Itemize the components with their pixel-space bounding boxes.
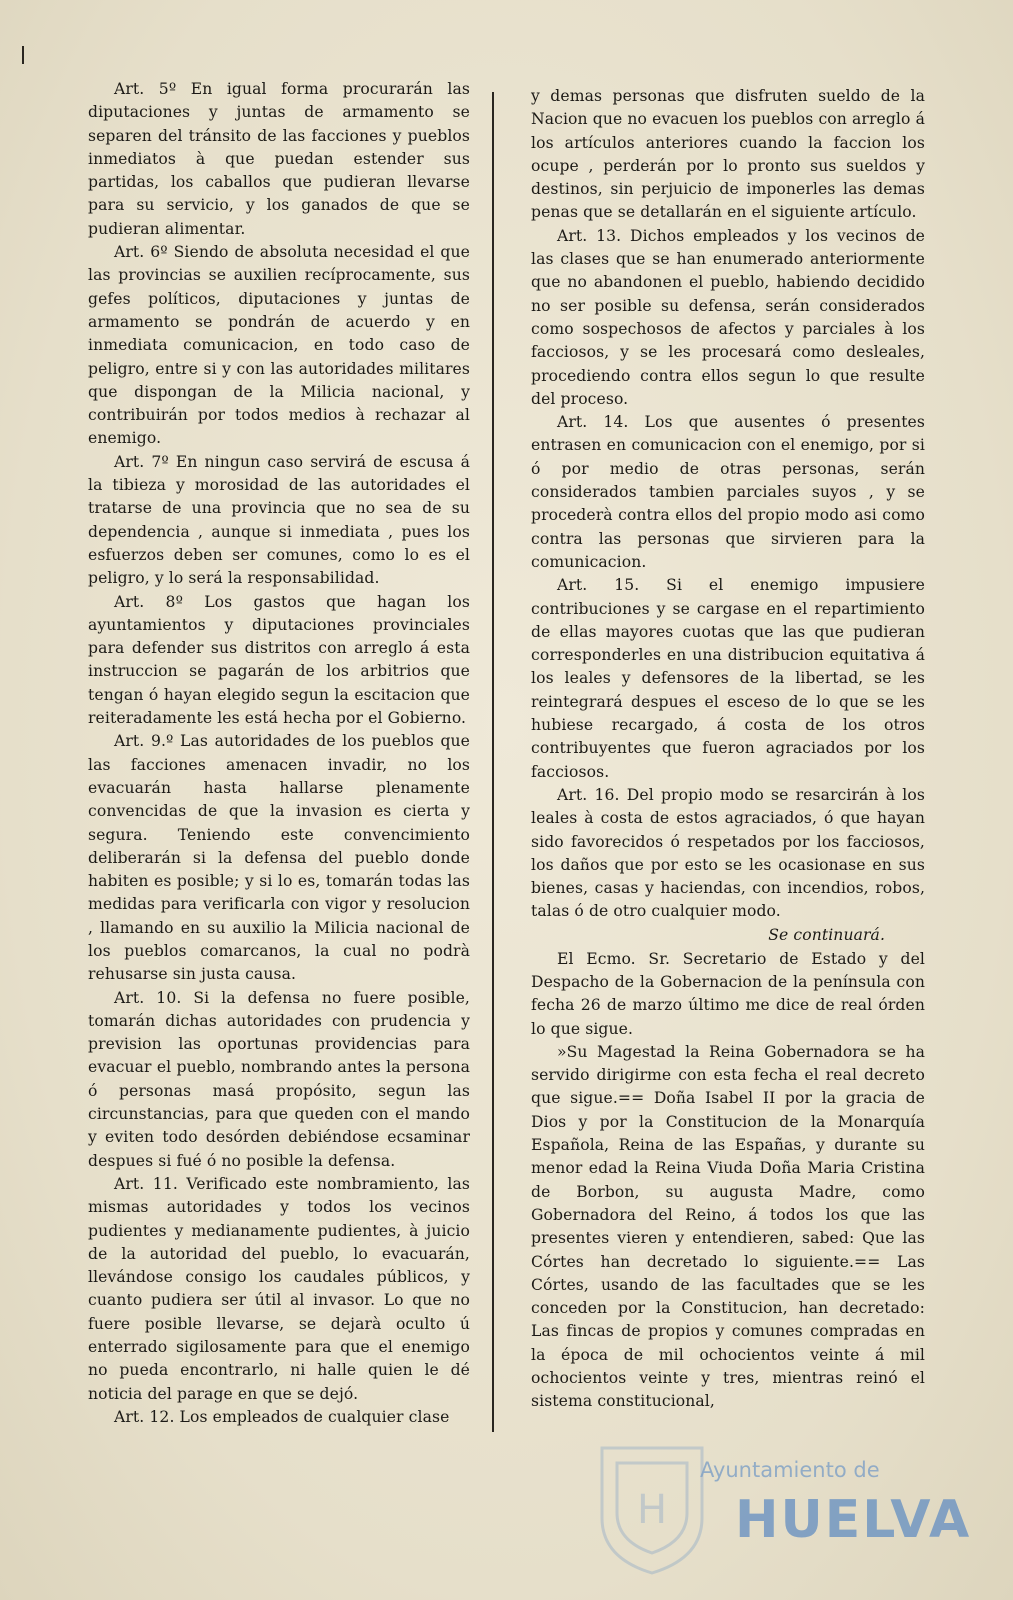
watermark-line2: HUELVA <box>735 1490 972 1550</box>
svg-text:H: H <box>636 1487 668 1533</box>
article-9: Art. 9.º Las autoridades de los pueblos que las facciones amenacen invadir, no los evacuarán hasta hallarse plenamente convencidas de que la invasion es cierta y segura. Teniendo este convencimiento deliberarán si la defensa del pueblo donde habiten es posible; y si lo es, tomarán todas las medidas para verificarla con vigor y resolucion , llamando en su auxilio la Milicia nacional de los pueblos comarcanos, la cual no podrà rehusarse sin justa causa. <box>88 732 470 984</box>
article-8: Art. 8º Los gastos que hagan los ayuntamientos y diputaciones provinciales para defender sus distritos con arreglo á esta instruccion se pagarán de los arbitrios que tengan ó hayan elegido segun la escitacion que reiteradamente les está hecha por el Gobierno. <box>88 592 470 728</box>
article-10: Art. 10. Si la defensa no fuere posible, tomarán dichas autoridades con prudencia y prevision las oportunas providencias para evacuar el pueblo, nombrando antes la persona ó personas masá propósito, segun las circunstancias, para que queden con el mando y eviten todo desórden debiéndose ecsaminar despues si fué ó no posible la defensa. <box>88 988 470 1170</box>
article-11: Art. 11. Verificado este nombramiento, las mismas autoridades y todos los vecinos pudientes y medianamente pudientes, à juicio de la autoridad del pueblo, lo evacuarán, llevándose consigo los caudales públicos, y cuanto pudiera ser útil al invasor. Lo que no fuere posible llevarse, se dejarà oculto ú enterrado sigilosamente para que el enemigo no pueda encontrarlo, ni halle quien le dé noticia del parage en que se dejó. <box>88 1174 470 1403</box>
decree-text: »Su Magestad la Reina Gobernadora se ha servido dirigirme con esta fecha el real decreto que sigue.== Doña Isabel II por la gracia de Dios y por la Constitucion de la Monarquía Española, Reina de las Españas, y durante su menor edad la Reina Viuda Doña Maria Cristina de Borbon, su augusta Madre, como Gobernadora del Reino, á todos los que las presentes vieren y entendieren, sabed: Que las Córtes han decretado lo siguiente.== Las Córtes, usando de las facultades que se les conceden por la Constitucion, han decretado: Las fincas de propios y comunes compradas en la época de mil ochocientos veinte á mil ochocientos veinte y tres, mientras reinó el sistema constitucional, <box>531 1042 925 1411</box>
decree-intro: El Ecmo. Sr. Secretario de Estado y del Despacho de la Gobernacion de la península con fecha 26 de marzo último me dice de real órden lo que sigue. <box>531 949 925 1038</box>
continuation-note: Se continuará. <box>768 925 885 944</box>
edge-mark <box>22 46 24 64</box>
article-5: Art. 5º En igual forma procurarán las diputaciones y juntas de armamento se separen del tránsito de las facciones y pueblos inmediatos à que puedan estender sus partidas, los caballos que pudieran llevarse para su servicio, y los ganados de que se pudieran alimentar. <box>88 80 470 238</box>
article-6: Art. 6º Siendo de absoluta necesidad el que las provincias se auxilien recíprocamente, sus gefes políticos, diputaciones y juntas de armamento se pondrán de acuerdo y en inmediata comunicacion, en todo caso de peligro, entre si y con las autoridades militares que dispongan de la Milicia nacional, y contribuirán por todos medios à rechazar al enemigo. <box>88 243 470 448</box>
article-12-start: Art. 12. Los empleados de cualquier clase <box>114 1407 450 1426</box>
article-15: Art. 15. Si el enemigo impusiere contribuciones y se cargase en el repartimiento de ellas mayores cuotas que las que pudieran corresponderles en una distribucion equitativa á los leales y defensores de la libertad, se les reintegrará despues el esceso de lo que se les hubiese recargado, á costa de los otros contribuyentes que fueron agraciados por los facciosos. <box>531 576 925 781</box>
article-12-continued: y demas personas que disfruten sueldo de la Nacion que no evacuen los pueblos con arreglo á los artículos anteriores cuando la faccion los ocupe , perderán por lo pronto sus sueldos y destinos, sin perjuicio de imponerles las demas penas que se detallarán en el siguiente artículo. <box>531 87 925 222</box>
left-column <box>88 78 470 1429</box>
column-divider <box>492 92 494 1432</box>
watermark-line1: Ayuntamiento de <box>700 1458 880 1482</box>
article-16: Art. 16. Del propio modo se resarcirán à los leales à costa de estos agraciados, ó que hayan sido favorecidos ó respetados por los facciosos, los daños que por esto se les ocasionase en sus bienes, casas y haciendas, con incendios, robos, talas ó de otro cualquier modo. Se continuará. <box>531 784 925 924</box>
article-13: Art. 13. Dichos empleados y los vecinos de las clases que se han enumerado anteriormente que no abandonen el pueblo, habiendo decidido no ser posible su defensa, serán considerados como sospechosos de afectos y parciales à los facciosos, y se les procesará como desleales, procediendo contra ellos segun lo que resulte del proceso. <box>531 226 925 408</box>
right-column <box>531 85 925 1414</box>
article-14: Art. 14. Los que ausentes ó presentes entrasen en comunicacion con el enemigo, por si ó por medio de otras personas, serán considerados tambien parciales suyos , y se procederà contra ellos del propio modo asi como contra las personas que sirvieren para la comunicacion. <box>531 413 925 571</box>
article-7: Art. 7º En ningun caso servirá de escusa á la tibieza y morosidad de las autoridades el tratarse de una provincia que no sea de su dependencia , aunque si inmediata , pues los esfuerzos deben ser comunes, como lo es el peligro, y lo será la responsabilidad. <box>88 452 470 588</box>
